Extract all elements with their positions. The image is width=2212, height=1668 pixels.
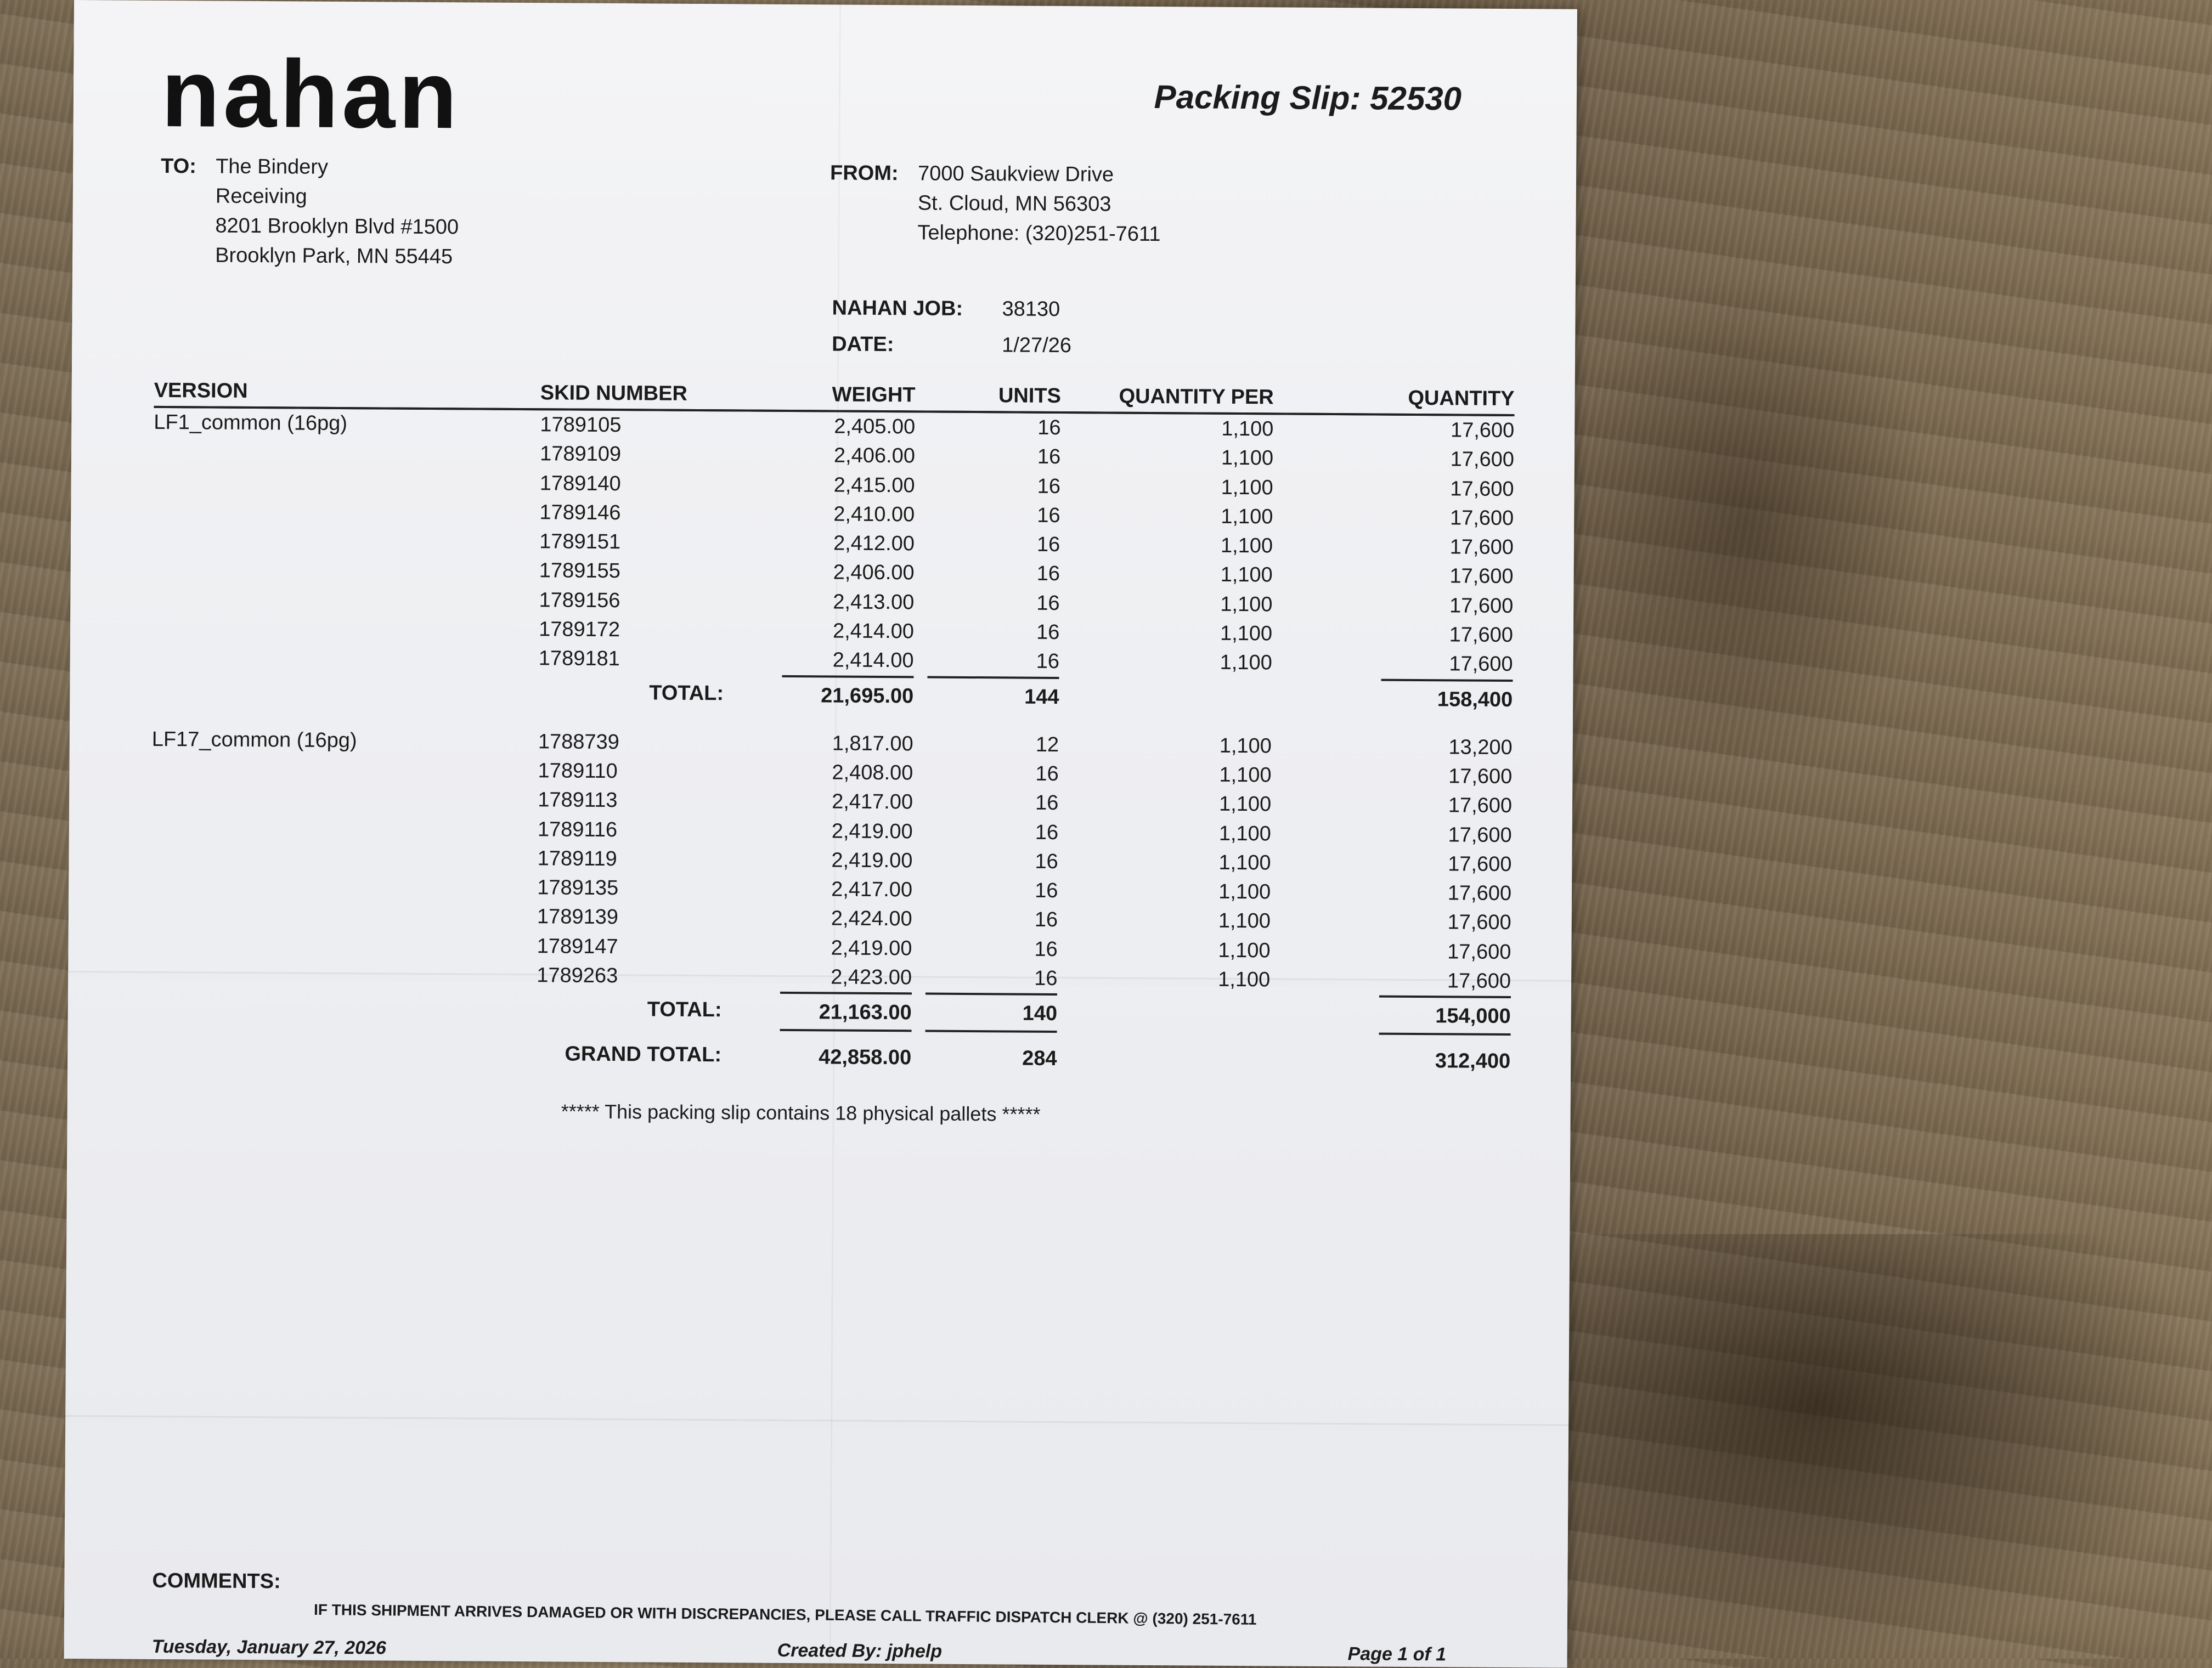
- column-header-version: VERSION: [154, 379, 540, 409]
- date-label: DATE:: [832, 332, 894, 357]
- version-cell: [153, 584, 539, 615]
- weight-cell: 2,415.00: [833, 473, 915, 497]
- quantity-cell: 17,600: [1448, 823, 1512, 847]
- units-cell: 16: [1036, 650, 1060, 674]
- paper-fold-line: [65, 1415, 1568, 1426]
- subtotal-quantity-value: 158,400: [1381, 678, 1513, 716]
- weight-cell: 2,419.00: [831, 936, 912, 960]
- to-line: Receiving: [215, 184, 307, 208]
- quantity-per-cell: 1,100: [1218, 909, 1271, 933]
- version-name: LF17_common (16pg): [151, 727, 357, 752]
- weight-cell: 2,423.00: [831, 965, 912, 990]
- date-value: 1/27/26: [1002, 333, 1072, 358]
- quantity-cell: 17,600: [1447, 940, 1511, 964]
- quantity-per-cell: 1,100: [1220, 563, 1273, 587]
- to-line: Brooklyn Park, MN 55445: [215, 244, 453, 269]
- units-cell: 16: [1036, 533, 1060, 557]
- quantity-per-cell: 1,100: [1220, 534, 1273, 558]
- quantity-cell: 17,600: [1448, 765, 1513, 789]
- version-cell: [154, 437, 540, 469]
- weight-cell: 2,406.00: [833, 444, 916, 468]
- version-cell: [153, 613, 539, 644]
- quantity-per-cell: 1,100: [1218, 822, 1272, 845]
- grand-total-units: [911, 1030, 1057, 1084]
- to-label: TO:: [161, 154, 197, 178]
- skid-number: 1788739: [538, 730, 620, 754]
- skid-number: 1789113: [538, 788, 618, 812]
- subtotal-weight-value: 21,163.00: [780, 992, 912, 1030]
- quantity-cell: 17,600: [1447, 911, 1511, 935]
- quantity-per-cell: 1,100: [1221, 446, 1274, 470]
- subtotal-weight: [743, 992, 912, 1030]
- weight-cell: 2,410.00: [833, 502, 915, 527]
- skid-number: 1789147: [537, 934, 618, 958]
- quantity-cell: 17,600: [1447, 881, 1512, 906]
- quantity-per-cell: 1,100: [1219, 763, 1272, 787]
- version-cell: [153, 642, 539, 674]
- footer-created-by: Created By: jphelp: [777, 1639, 943, 1662]
- quantity-per-cell: 1,100: [1221, 505, 1273, 529]
- footer-page-number: Page 1 of 1: [1347, 1643, 1447, 1665]
- subtotal-spacer: [150, 988, 537, 1027]
- subtotal-spacer: [1059, 677, 1272, 715]
- grand-total-quantity: [1269, 1032, 1510, 1087]
- subtotal-spacer: [1057, 993, 1270, 1032]
- skid-number: 1789110: [538, 759, 618, 783]
- subtotal-units-value: 144: [927, 676, 1059, 714]
- subtotal-spacer: [152, 671, 539, 711]
- version-cell: [151, 871, 537, 903]
- weight-cell: 2,412.00: [833, 532, 915, 556]
- subtotal-units: [912, 993, 1058, 1031]
- grand-total-spacer: [1057, 1031, 1269, 1084]
- subtotal-quantity-value: 154,000: [1379, 996, 1511, 1033]
- job-number: 38130: [1002, 297, 1060, 321]
- tabletop-stain: [1554, 1234, 2212, 1659]
- version-cell: [153, 466, 540, 498]
- to-line: The Bindery: [216, 155, 329, 179]
- company-logo: [161, 39, 461, 149]
- damage-disclaimer: IF THIS SHIPMENT ARRIVES DAMAGED OR WITH DISCREPANCIES, PLEASE CALL TRAFFIC DISPATCH CLERK @ (320) 251-7611: [313, 1601, 1257, 1628]
- column-header-quantity-per: QUANTITY PER: [1061, 385, 1274, 414]
- quantity-cell: 13,200: [1448, 736, 1513, 759]
- units-cell: 16: [1037, 416, 1061, 440]
- quantity-per-cell: 1,100: [1218, 793, 1272, 816]
- skid-number: 1789135: [537, 876, 619, 900]
- units-cell: 16: [1034, 908, 1058, 932]
- units-cell: 16: [1037, 445, 1061, 469]
- units-cell: 12: [1035, 733, 1059, 756]
- quantity-cell: 17,600: [1450, 477, 1514, 501]
- weight-cell: 2,408.00: [832, 761, 913, 785]
- quantity-cell: 17,600: [1449, 623, 1514, 647]
- from-line: St. Cloud, MN 56303: [917, 191, 1111, 216]
- packing-slip-number: Packing Slip: 52530: [1154, 78, 1462, 117]
- skid-number: 1789140: [539, 471, 621, 495]
- job-label: NAHAN JOB:: [832, 296, 963, 320]
- column-header-quantity: QUANTITY: [1274, 386, 1515, 415]
- weight-cell: 2,424.00: [831, 907, 912, 931]
- weight-cell: 1,817.00: [832, 732, 913, 756]
- quantity-cell: 17,600: [1448, 852, 1512, 876]
- skid-number: 1789139: [537, 905, 619, 929]
- subtotal-quantity: [1272, 678, 1513, 717]
- skid-number: 1789119: [537, 847, 617, 870]
- weight-cell: 2,417.00: [832, 790, 913, 814]
- subtotal-quantity: [1270, 995, 1511, 1034]
- units-cell: 16: [1035, 821, 1059, 844]
- skid-number: 1789151: [539, 530, 621, 554]
- weight-cell: 2,414.00: [832, 619, 915, 643]
- quantity-cell: 17,600: [1449, 535, 1514, 559]
- quantity-cell: 17,600: [1449, 506, 1514, 530]
- subtotal-units-value: 140: [926, 993, 1057, 1031]
- units-cell: 16: [1035, 791, 1059, 815]
- version-cell: [153, 525, 539, 557]
- subtotal-units: [913, 676, 1059, 714]
- quantity-per-cell: 1,100: [1220, 621, 1273, 646]
- skid-number: 1789155: [539, 559, 620, 583]
- version-cell: [151, 783, 538, 815]
- skid-table: [150, 379, 1515, 1086]
- weight-cell: 2,417.00: [831, 878, 913, 902]
- version-cell: [151, 754, 538, 786]
- quantity-cell: 17,600: [1447, 969, 1511, 993]
- skid-number: 1789116: [537, 817, 618, 841]
- quantity-per-cell: 1,100: [1218, 880, 1271, 904]
- units-cell: 16: [1037, 504, 1060, 527]
- units-cell: 16: [1036, 562, 1060, 586]
- units-cell: 16: [1035, 762, 1059, 785]
- quantity-per-cell: 1,100: [1220, 592, 1273, 617]
- grand-total-units-value: 284: [925, 1030, 1057, 1083]
- logo-text: nahan: [161, 39, 461, 149]
- version-cell: [153, 554, 539, 586]
- quantity-cell: 17,600: [1448, 794, 1513, 818]
- quantity-cell: 17,600: [1449, 564, 1514, 589]
- table-body: [150, 407, 1514, 1086]
- column-header-weight: WEIGHT: [747, 383, 915, 412]
- skid-number: 1789172: [539, 618, 620, 642]
- units-cell: 16: [1037, 474, 1061, 498]
- grand-total-row: [150, 1025, 1511, 1086]
- subtotal-label: TOTAL:: [647, 998, 722, 1022]
- grand-total-quantity-value: 312,400: [1379, 1033, 1511, 1086]
- version-name: LF1_common (16pg): [154, 410, 348, 436]
- skid-number: 1789105: [540, 413, 622, 437]
- version-cell: [151, 842, 537, 874]
- quantity-per-cell: 1,100: [1221, 417, 1274, 441]
- skid-number: 1789109: [540, 442, 622, 466]
- quantity-per-cell: 1,100: [1218, 851, 1271, 875]
- weight-cell: 2,419.00: [831, 819, 913, 843]
- pallet-note: ***** This packing slip contains 18 physical pallets *****: [561, 1100, 1041, 1126]
- column-header-units: UNITS: [915, 383, 1061, 412]
- version-cell: [150, 930, 537, 962]
- subtotal-label: TOTAL:: [649, 681, 724, 705]
- grand-total-weight: [743, 1029, 912, 1083]
- column-header-skid: SKID NUMBER: [540, 381, 748, 410]
- weight-cell: 2,419.00: [831, 849, 913, 873]
- version-cell: [151, 900, 538, 932]
- tabletop-grain: [1554, 274, 1938, 768]
- skid-number: 1789156: [539, 588, 620, 612]
- skid-number: 1789181: [538, 647, 620, 671]
- weight-cell: 2,405.00: [834, 415, 916, 439]
- units-cell: 16: [1035, 850, 1058, 873]
- quantity-cell: 17,600: [1450, 419, 1515, 443]
- to-line: 8201 Brooklyn Blvd #1500: [215, 214, 459, 239]
- grand-total-weight-value: 42,858.00: [780, 1029, 912, 1082]
- units-cell: 16: [1035, 879, 1058, 903]
- version-cell: [151, 812, 538, 844]
- quantity-cell: 17,600: [1449, 594, 1514, 618]
- comments-label: COMMENTS:: [152, 1569, 281, 1593]
- grand-total-label: GRAND TOTAL:: [565, 1042, 722, 1067]
- grand-total-spacer: [150, 1025, 537, 1080]
- quantity-per-cell: 1,100: [1219, 734, 1272, 758]
- packing-slip-paper: [64, 0, 1577, 1668]
- from-line: Telephone: (320)251-7611: [917, 221, 1161, 246]
- units-cell: 16: [1036, 591, 1060, 615]
- version-cell: [150, 959, 537, 991]
- quantity-per-cell: 1,100: [1221, 476, 1273, 499]
- from-line: 7000 Saukview Drive: [917, 162, 1114, 186]
- quantity-per-cell: 1,100: [1218, 968, 1271, 992]
- footer-date: Tuesday, January 27, 2026: [151, 1636, 386, 1659]
- subtotal-weight: [746, 675, 914, 713]
- quantity-cell: 17,600: [1449, 652, 1513, 676]
- weight-cell: 2,406.00: [833, 561, 915, 585]
- from-label: FROM:: [830, 161, 899, 185]
- quantity-per-cell: 1,100: [1220, 651, 1272, 675]
- version-cell: [153, 496, 539, 528]
- units-cell: 16: [1036, 620, 1060, 644]
- subtotal-weight-value: 21,695.00: [782, 675, 913, 713]
- weight-cell: 2,414.00: [832, 648, 914, 672]
- quantity-per-cell: 1,100: [1218, 938, 1271, 963]
- skid-number: 1789146: [539, 501, 621, 524]
- quantity-cell: 17,600: [1450, 448, 1515, 472]
- weight-cell: 2,413.00: [833, 590, 915, 614]
- units-cell: 16: [1034, 966, 1058, 991]
- units-cell: 16: [1034, 937, 1058, 961]
- skid-number: 1789263: [537, 964, 618, 988]
